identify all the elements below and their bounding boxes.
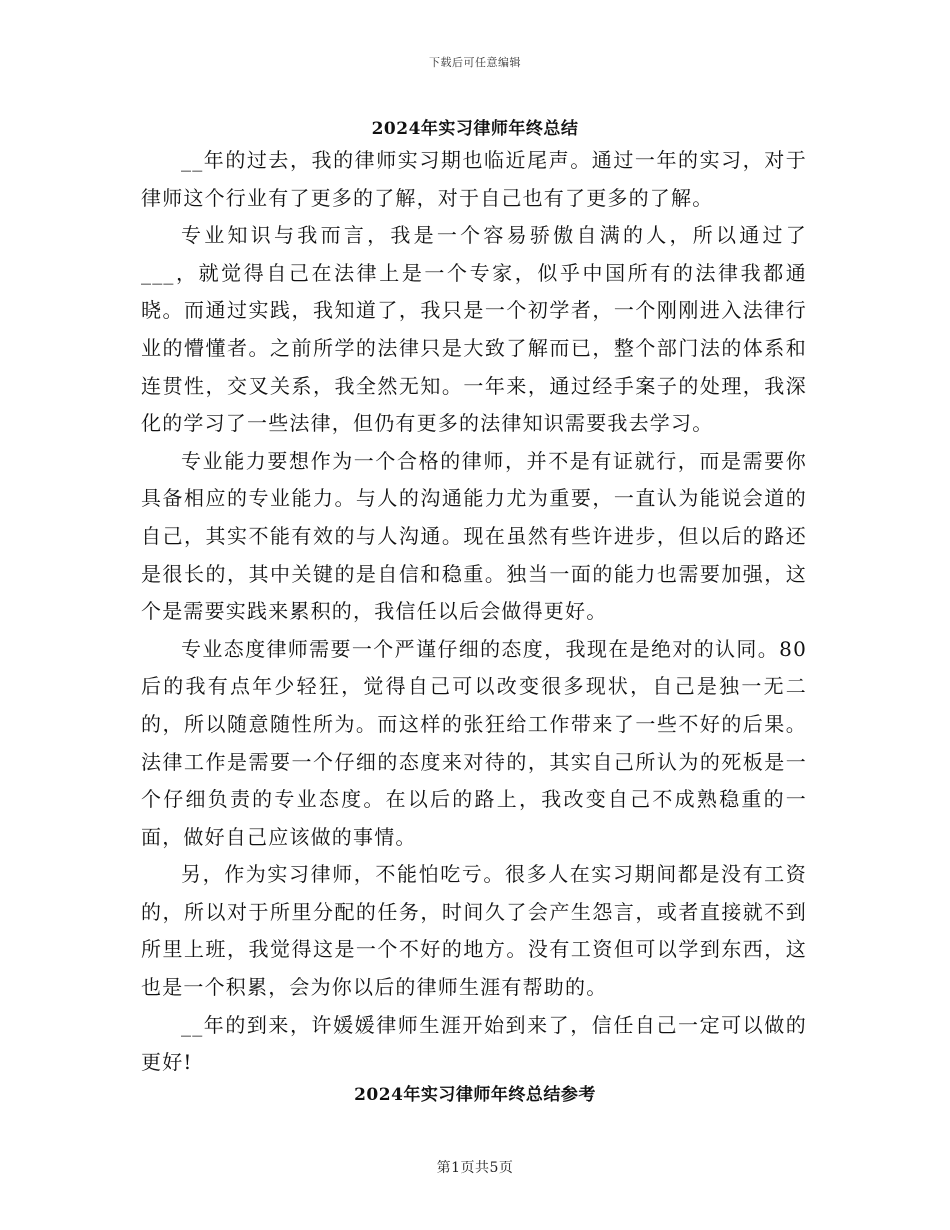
paragraph-professional-ability: 专业能力要想作为一个合格的律师，并不是有证就行，而是需要你具备相应的专业能力。与人的沟通能力尤为重要，一直认为能说会道的自己，其实不能有效的与人沟通。现在虽然有些许进步，但以后的路还是很长的，其中关键的是自信和稳重。独当一面的能力也需要加强，这个是需要实践来累积的，我信任以后会做得更好。 [141,448,807,624]
paragraph-professional-attitude: 专业态度律师需要一个严谨仔细的态度，我现在是绝对的认同。80后的我有点年少轻狂，觉得自己可以改变很多现状，自己是独一无二的，所以随意随性所为。而这样的张狂给工作带来了一些不好的后果。法律工作是需要一个仔细的态度来对待的，其实自己所认为的死板是一个仔细负责的专业态度。在以后的路上，我改变自己不成熟稳重的一面，做好自己应该做的事情。 [141,636,807,849]
document-body [141,142,807,1082]
second-document-title: 2024年实习律师年终总结参考 [354,1085,596,1105]
paragraph-professional-knowledge: 专业知识与我而言，我是一个容易骄傲自满的人，所以通过了___，就觉得自己在法律上是一个专家，似乎中国所有的法律我都通晓。而通过实践，我知道了，我只是一个初学者，一个刚刚进入法律行业的懵懂者。之前所学的法律只是大致了解而已，整个部门法的体系和连贯性，交叉关系，我全然无知。一年来，通过经手案子的处理，我深化的学习了一些法律，但仍有更多的法律知识需要我去学习。 [141,223,807,436]
paragraph-conclusion: __年的到来，许媛媛律师生涯开始到来了，信任自己一定可以做的更好! [141,1012,807,1075]
page-number: 第1页共5页 [436,1160,514,1176]
page-header-note: 下载后可任意编辑 [429,56,521,69]
document-title: 2024年实习律师年终总结 [371,119,579,139]
paragraph-intro: __年的过去，我的律师实习期也临近尾声。通过一年的实习，对于律师这个行业有了更多的了解，对于自己也有了更多的了解。 [141,148,807,210]
paragraph-not-afraid-of-loss: 另，作为实习律师，不能怕吃亏。很多人在实习期间都是没有工资的，所以对于所里分配的任务，时间久了会产生怨言，或者直接就不到所里上班，我觉得这是一个不好的地方。没有工资但可以学到东西，这也是一个积累，会为你以后的律师生涯有帮助的。 [141,862,807,1000]
